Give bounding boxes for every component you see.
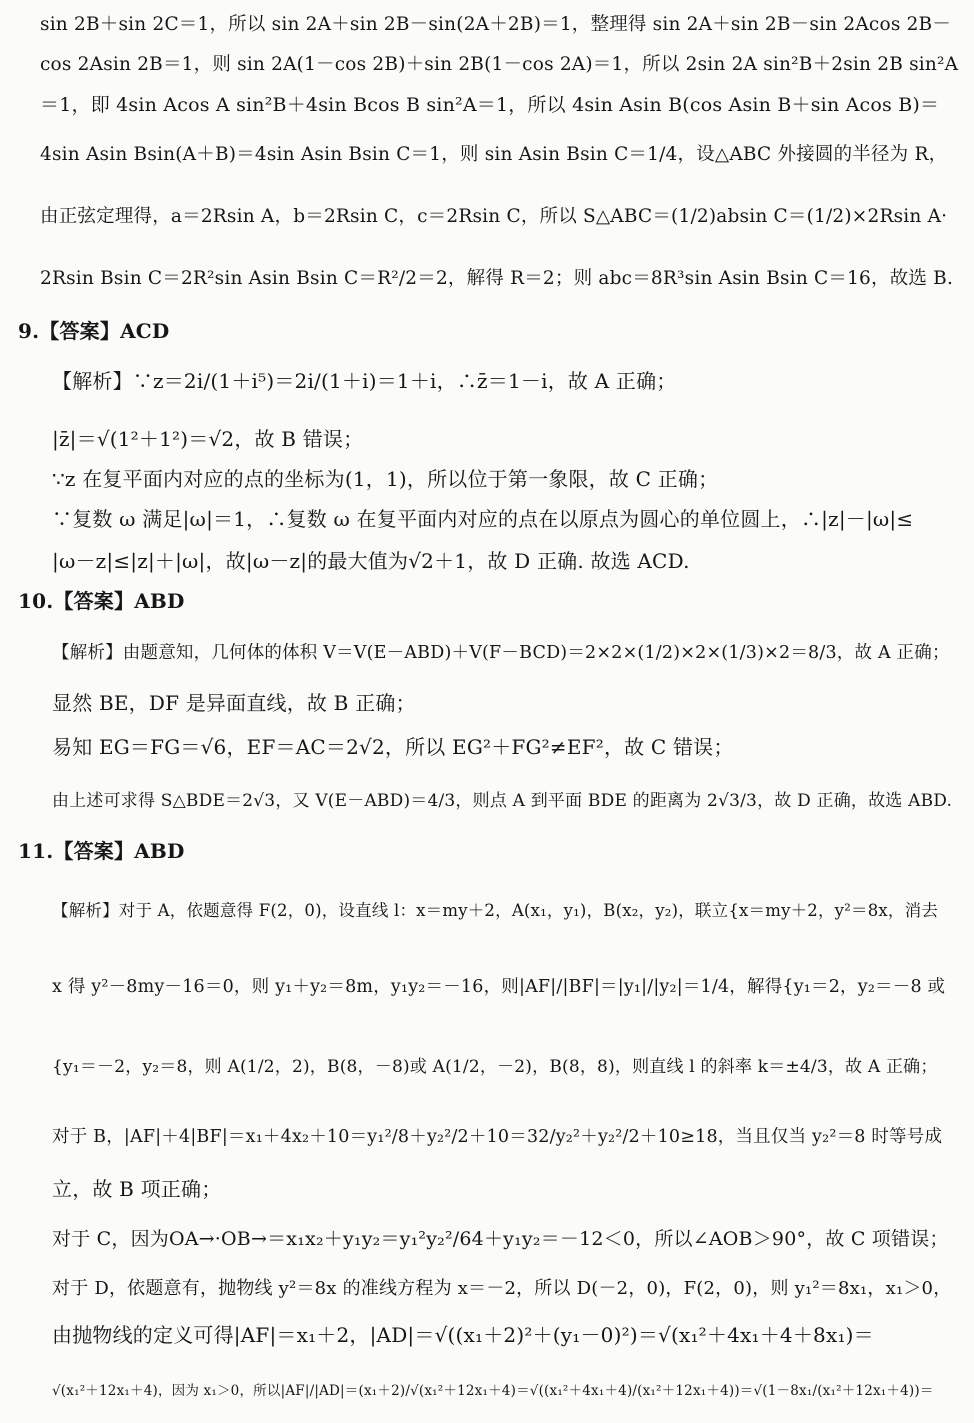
question-11-heading: 11.【答案】ABD [18,839,185,863]
text-line-9-1: 【解析】∵z＝2i/(1＋i⁵)＝2i/(1＋i)＝1＋i，∴z̄＝1－i，故 A 正确； [52,369,677,393]
text-line-9-4: ∵复数 ω 满足|ω|＝1，∴复数 ω 在复平面内对应的点在以原点为圆心的单位圆上，∴|z|－|ω|≤ [52,507,914,531]
text-line-9-3: ∵z 在复平面内对应的点的坐标为(1，1)，所以位于第一象限，故 C 正确； [52,467,719,491]
text-line-9-5: |ω－z|≤|z|＋|ω|，故|ω－z|的最大值为√2＋1，故 D 正确. 故选 ACD. [52,549,690,573]
text-line-10-2: 显然 BE，DF 是异面直线，故 B 正确； [52,691,416,715]
text-line-11-6: 对于 C，因为OA→·OB→＝x₁x₂＋y₁y₂＝y₁²y₂²/64＋y₁y₂＝－12＜0，所以∠AOB＞90°，故 C 项错误； [52,1228,949,1250]
text-line-4: 4sin Asin Bsin(A＋B)＝4sin Asin Bsin C＝1，则 sin Asin Bsin C＝1/4，设△ABC 外接圆的半径为 R， [40,144,948,165]
text-line-11-9: √(x₁²＋12x₁＋4)，因为 x₁＞0，所以|AF|/|AD|＝(x₁＋2)/√(x₁²＋12x₁＋4)＝√((x₁²＋4x₁＋4)/(x₁²＋12x₁＋4))＝√(1－8x₁/(x₁²＋12x₁＋4))＝ [52,1383,934,1399]
text-line-10-1: 【解析】由题意知，几何体的体积 V＝V(E－ABD)＋V(F－BCD)＝2×2×(1/2)×2×(1/3)×2＝8/3，故 A 正确； [52,643,950,663]
text-line-9-2: |z̄|＝√(1²＋1²)＝√2，故 B 错误； [52,427,364,451]
text-line-1: sin 2B＋sin 2C＝1，所以 sin 2A＋sin 2B－sin(2A＋2B)＝1，整理得 sin 2A＋sin 2B－sin 2Acos 2B－ [40,14,952,35]
text-line-11-5: 立，故 B 项正确； [52,1177,222,1201]
text-line-11-7: 对于 D，依题意有，抛物线 y²＝8x 的准线方程为 x＝－2，所以 D(－2，0)，F(2，0)，则 y₁²＝8x₁，x₁＞0， [52,1278,952,1299]
text-line-3: ＝1，即 4sin Acos A sin²B＋4sin Bcos B sin²A＝1，所以 4sin Asin B(cos Asin B＋sin Acos B)＝ [40,94,940,116]
text-line-6: 2Rsin Bsin C＝2R²sin Asin Bsin C＝R²/2＝2，解得 R＝2；则 abc＝8R³sin Asin Bsin C＝16，故选 B. [40,268,954,289]
text-line-11-4: 对于 B，|AF|＋4|BF|＝x₁＋4x₂＋10＝y₁²/8＋y₂²/2＋10＝32/y₂²＋y₂²/2＋10≥18，当且仅当 y₂²＝8 时等号成 [52,1127,943,1147]
text-line-2: cos 2Asin 2B＝1，则 sin 2A(1－cos 2B)＋sin 2B(1－cos 2A)＝1，所以 2sin 2A sin²B＋2sin 2B sin²A [40,54,959,75]
text-line-11-1: 【解析】对于 A，依题意得 F(2，0)，设直线 l：x＝my＋2，A(x₁，y₁)，B(x₂，y₂)，联立{x＝my＋2，y²＝8x，消去 [52,901,939,920]
text-line-11-8: 由抛物线的定义可得|AF|＝x₁＋2，|AD|＝√((x₁＋2)²＋(y₁－0)²)＝√(x₁²＋4x₁＋4＋8x₁)＝ [52,1323,874,1347]
text-line-11-3: {y₁＝－2，y₂＝8，则 A(1/2，2)，B(8，－8)或 A(1/2，－2)，B(8，8)，则直线 l 的斜率 k＝±4/3，故 A 正确； [52,1057,938,1077]
text-line-5: 由正弦定理得，a＝2Rsin A，b＝2Rsin C，c＝2Rsin C，所以 S△ABC＝(1/2)absin C＝(1/2)×2Rsin A· [40,206,948,227]
question-10-heading: 10.【答案】ABD [18,589,185,613]
text-line-10-4: 由上述可求得 S△BDE＝2√3，又 V(E－ABD)＝4/3，则点 A 到平面 BDE 的距离为 2√3/3，故 D 正确，故选 ABD. [52,791,953,811]
text-line-10-3: 易知 EG＝FG＝√6，EF＝AC＝2√2，所以 EG²＋FG²≠EF²，故 C 错误； [52,735,734,759]
text-line-11-2: x 得 y²－8my－16＝0，则 y₁＋y₂＝8m，y₁y₂＝－16，则|AF|/|BF|＝|y₁|/|y₂|＝1/4，解得{y₁＝2，y₂＝－8 或 [52,977,946,997]
question-9-heading: 9.【答案】ACD [18,319,170,343]
